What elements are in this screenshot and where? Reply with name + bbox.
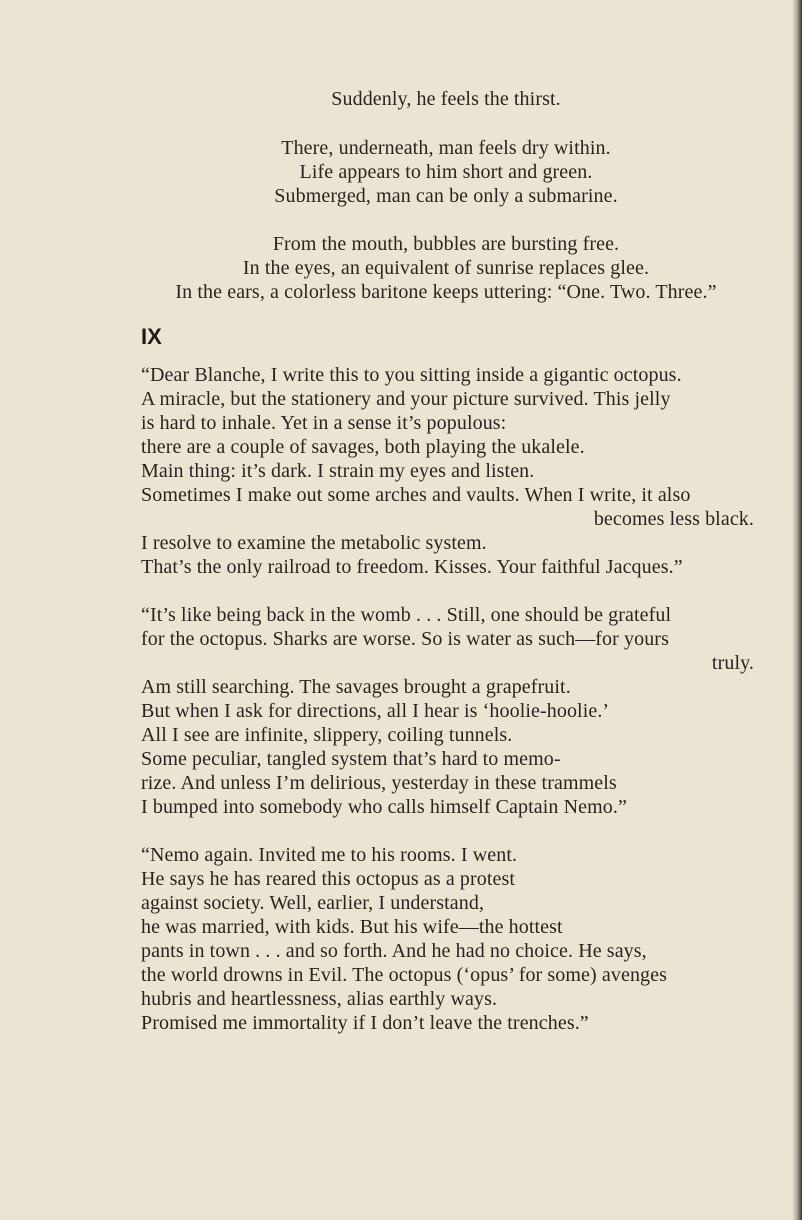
poem-line: There, underneath, man feels dry within.: [281, 137, 611, 159]
poem-line: In the eyes, an equivalent of sunrise replaces glee.: [242, 257, 650, 279]
poem-line-overflow: truly.: [711, 652, 754, 674]
poem-line: Some peculiar, tangled system that’s hard to memo-: [141, 748, 561, 770]
poem-line: “Nemo again. Invited me to his rooms. I went.: [141, 844, 518, 866]
poem-line: against society. Well, earlier, I understand,: [141, 892, 485, 914]
poem-line: Suddenly, he feels the thirst.: [331, 88, 561, 110]
poem-line: That’s the only railroad to freedom. Kisses. Your faithful Jacques.”: [141, 556, 683, 578]
poem-line: I resolve to examine the metabolic system.: [141, 532, 487, 554]
poem-line: Promised me immortality if I don’t leave the trenches.”: [141, 1012, 589, 1034]
poem-line: is hard to inhale. Yet in a sense it’s populous:: [141, 412, 507, 434]
poem-line: All I see are infinite, slippery, coiling tunnels.: [141, 724, 513, 746]
poem-line: rize. And unless I’m delirious, yesterday in these trammels: [141, 772, 617, 794]
poem-line: Life appears to him short and green.: [299, 161, 593, 183]
poem-line: the world drowns in Evil. The octopus (‘opus’ for some) avenges: [141, 964, 668, 986]
poem-line: A miracle, but the stationery and your picture survived. This jelly: [141, 388, 671, 410]
poem-line: I bumped into somebody who calls himself Captain Nemo.”: [141, 796, 627, 818]
poem-line: pants in town . . . and so forth. And he had no choice. He says,: [141, 940, 647, 962]
section-heading: IX: [141, 324, 162, 349]
poem-line: for the octopus. Sharks are worse. So is water as such—for yours: [141, 628, 669, 650]
poem-line: But when I ask for directions, all I hear is ‘hoolie-hoolie.’: [141, 700, 610, 722]
poem-line-overflow: becomes less black.: [593, 508, 754, 530]
poem-line: From the mouth, bubbles are bursting free.: [272, 233, 620, 255]
poem-line: Submerged, man can be only a submarine.: [274, 185, 618, 207]
poem-line: there are a couple of savages, both playing the ukalele.: [141, 436, 585, 458]
poem-line: He says he has reared this octopus as a protest: [141, 868, 516, 890]
poem-line: Sometimes I make out some arches and vaults. When I write, it also: [141, 484, 691, 506]
poem-line: “Dear Blanche, I write this to you sitting inside a gigantic octopus.: [141, 364, 682, 386]
poem-line: hubris and heartlessness, alias earthly ways.: [141, 988, 498, 1010]
poem-line: Am still searching. The savages brought a grapefruit.: [141, 676, 571, 698]
poem-line: he was married, with kids. But his wife—the hottest: [141, 916, 563, 938]
poem-line: In the ears, a colorless baritone keeps uttering: “One. Two. Three.”: [175, 281, 717, 303]
poem-line: “It’s like being back in the womb . . . Still, one should be grateful: [141, 604, 672, 626]
poem-line: Main thing: it’s dark. I strain my eyes and listen.: [141, 460, 535, 482]
